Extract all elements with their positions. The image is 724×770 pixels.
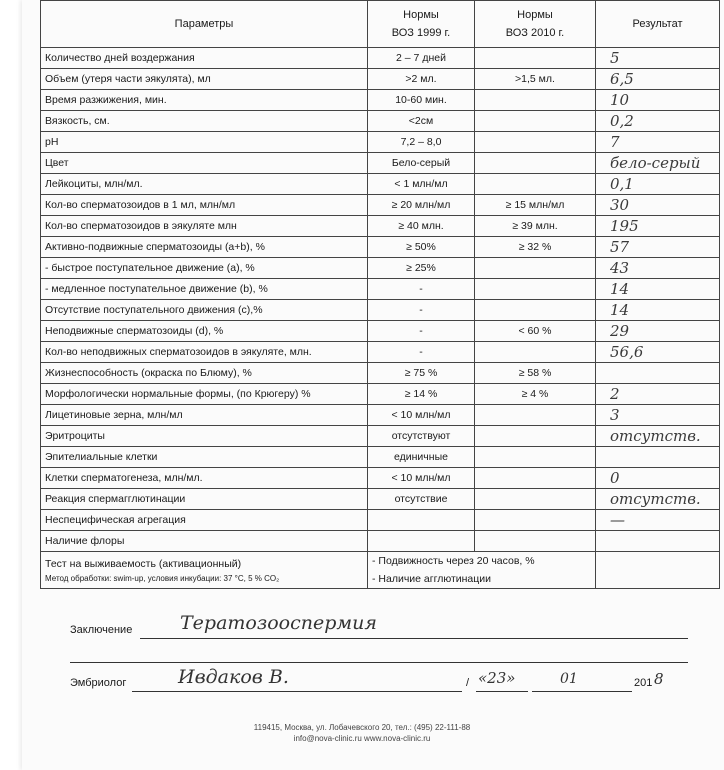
header-norms-2010-line1: Нормы [517, 9, 553, 21]
result-value: 3 [596, 405, 720, 426]
norm-2010 [475, 342, 596, 363]
result-value [596, 531, 720, 552]
param-name: Кол-во сперматозоидов в эякуляте млн [41, 216, 368, 237]
norm-2010 [475, 510, 596, 531]
norm-1999: Бело-серый [368, 153, 475, 174]
result-value: 0 [596, 468, 720, 489]
norm-1999: ≥ 75 % [368, 363, 475, 384]
result-value: отсутств. [596, 489, 720, 510]
date-slash: / [466, 677, 470, 689]
norm-2010: >1,5 мл. [475, 69, 596, 90]
table-row [41, 90, 720, 111]
norm-2010 [475, 258, 596, 279]
results-table-body [41, 1, 720, 589]
date-month-underline [532, 691, 632, 692]
table-row [41, 510, 720, 531]
table-row [41, 132, 720, 153]
table-row [41, 468, 720, 489]
norm-1999: отсутствуют [368, 426, 475, 447]
result-value: 14 [596, 279, 720, 300]
table-row [41, 300, 720, 321]
norm-1999: ≥ 25% [368, 258, 475, 279]
result-value: 57 [596, 237, 720, 258]
result-value: 195 [596, 216, 720, 237]
table-row [41, 153, 720, 174]
param-name: pH [41, 132, 368, 153]
header-norms-2010-line2: ВОЗ 2010 г. [505, 27, 565, 39]
norm-1999: - [368, 300, 475, 321]
table-row [41, 69, 720, 90]
table-row [41, 363, 720, 384]
table-row [41, 174, 720, 195]
table-row [41, 342, 720, 363]
clinic-address: 119415, Москва, ул. Лобачевского 20, тел.: (495) 22-111-88 [253, 723, 471, 732]
norm-2010 [475, 132, 596, 153]
table-row [41, 216, 720, 237]
norm-2010 [475, 300, 596, 321]
param-name: Количество дней воздержания [41, 48, 368, 69]
norm-1999: единичные [368, 447, 475, 468]
table-row [41, 321, 720, 342]
date-month: 01 [560, 671, 578, 687]
clinic-contacts: info@nova-clinic.ru www.nova-clinic.ru [293, 734, 431, 743]
table-row [41, 258, 720, 279]
table-row [41, 447, 720, 468]
table-row [41, 489, 720, 510]
survival-test-result [596, 552, 720, 589]
result-value: отсутств. [596, 426, 720, 447]
param-name: Жизнеспособность (окраска по Блюму), % [41, 363, 368, 384]
norm-1999: - [368, 321, 475, 342]
norm-2010 [475, 447, 596, 468]
norm-2010: ≥ 39 млн. [475, 216, 596, 237]
result-value: 5 [596, 48, 720, 69]
norm-2010 [475, 489, 596, 510]
norm-2010 [475, 468, 596, 489]
result-value: 43 [596, 258, 720, 279]
param-name: Неспецифическая агрегация [41, 510, 368, 531]
norm-1999: ≥ 40 млн. [368, 216, 475, 237]
table-row [41, 405, 720, 426]
norm-2010 [475, 279, 596, 300]
header-result: Результат [596, 1, 720, 48]
norm-2010 [475, 405, 596, 426]
param-name: Эритроциты [41, 426, 368, 447]
param-name: Вязкость, см. [41, 111, 368, 132]
result-value: бело-серый [596, 153, 720, 174]
norm-1999: 2 – 7 дней [368, 48, 475, 69]
survival-test-name-cell [41, 552, 368, 589]
param-name: Время разжижения, мин. [41, 90, 368, 111]
param-name: Реакция спермагглютинации [41, 489, 368, 510]
param-name: Клетки сперматогенеза, млн/мл. [41, 468, 368, 489]
norm-1999 [368, 531, 475, 552]
norm-2010 [475, 48, 596, 69]
param-name: Кол-во сперматозоидов в 1 мл, млн/мл [41, 195, 368, 216]
table-row [41, 111, 720, 132]
norm-2010 [475, 531, 596, 552]
embryologist-label: Эмбриолог [70, 677, 127, 689]
param-name: Неподвижные сперматозоиды (d), % [41, 321, 368, 342]
survival-test-name: Тест на выживаемость (активационный) [45, 558, 242, 570]
norm-1999: 10-60 мин. [368, 90, 475, 111]
result-value: 14 [596, 300, 720, 321]
embryologist-underline [132, 691, 462, 692]
survival-test-row [41, 552, 720, 589]
param-name: Лейкоциты, млн/мл. [41, 174, 368, 195]
norm-2010 [475, 153, 596, 174]
result-value: 2 [596, 384, 720, 405]
param-name: Наличие флоры [41, 531, 368, 552]
table-row [41, 384, 720, 405]
norm-2010 [475, 90, 596, 111]
table-row [41, 426, 720, 447]
table-header-row [41, 1, 720, 48]
header-norms-1999-line1: Нормы [403, 9, 439, 21]
result-value: 6,5 [596, 69, 720, 90]
param-name: Лицетиновые зерна, млн/мл [41, 405, 368, 426]
norm-2010: < 60 % [475, 321, 596, 342]
param-name: Отсутствие поступательного движения (с),% [41, 300, 368, 321]
survival-test-norms-cell [368, 552, 596, 589]
param-name: Кол-во неподвижных сперматозоидов в эякуляте, млн. [41, 342, 368, 363]
table-row [41, 48, 720, 69]
conclusion-value: Тератозооспермия [180, 612, 377, 634]
norm-2010: ≥ 58 % [475, 363, 596, 384]
norm-1999: ≥ 20 млн/мл [368, 195, 475, 216]
param-name: - быстрое поступательное движение (а), % [41, 258, 368, 279]
date-year-prefix: 201 [634, 677, 653, 689]
date-year-suffix: 8 [654, 670, 664, 688]
date-day: «23» [478, 669, 516, 687]
result-value [596, 447, 720, 468]
param-name: Цвет [41, 153, 368, 174]
norm-1999: < 1 млн/мл [368, 174, 475, 195]
param-name: Активно-подвижные сперматозоиды (a+b), % [41, 237, 368, 258]
result-value: 30 [596, 195, 720, 216]
embryologist-signature: Ивдаков В. [178, 666, 289, 688]
norm-1999: - [368, 279, 475, 300]
header-norms-1999-line2: ВОЗ 1999 г. [391, 27, 451, 39]
norm-2010 [475, 426, 596, 447]
survival-test-line1: - Подвижность через 20 часов, % [372, 555, 535, 567]
norm-1999: отсутствие [368, 489, 475, 510]
conclusion-underline [140, 638, 688, 639]
norm-2010: ≥ 4 % [475, 384, 596, 405]
norm-2010: ≥ 15 млн/мл [475, 195, 596, 216]
norm-1999: >2 мл. [368, 69, 475, 90]
norm-1999: 7,2 – 8,0 [368, 132, 475, 153]
param-name: Объем (утеря части эякулята), мл [41, 69, 368, 90]
result-value: — [596, 510, 720, 531]
param-name: Морфологически нормальные формы, (по Крюгеру) % [41, 384, 368, 405]
conclusion-underline-2 [70, 662, 688, 663]
table-row [41, 195, 720, 216]
norm-2010 [475, 111, 596, 132]
param-name: Эпителиальные клетки [41, 447, 368, 468]
norm-1999 [368, 510, 475, 531]
result-value: 10 [596, 90, 720, 111]
results-table [40, 0, 720, 589]
conclusion-label: Заключение [70, 624, 133, 636]
norm-1999: <2см [368, 111, 475, 132]
norm-1999: - [368, 342, 475, 363]
norm-1999: ≥ 50% [368, 237, 475, 258]
date-day-underline [476, 691, 528, 692]
param-name: - медленное поступательное движение (b), % [41, 279, 368, 300]
norm-1999: < 10 млн/мл [368, 468, 475, 489]
table-row [41, 531, 720, 552]
norm-1999: < 10 млн/мл [368, 405, 475, 426]
result-value: 0,1 [596, 174, 720, 195]
result-value: 56,6 [596, 342, 720, 363]
header-params: Параметры [41, 1, 368, 48]
norm-1999: ≥ 14 % [368, 384, 475, 405]
result-value [596, 363, 720, 384]
result-value: 7 [596, 132, 720, 153]
header-norms-2010 [475, 1, 596, 48]
survival-test-method: Метод обработки: swim-up, условия инкубации: 37 °C, 5 % CO₂ [45, 574, 280, 583]
result-value: 29 [596, 321, 720, 342]
norm-2010: ≥ 32 % [475, 237, 596, 258]
survival-test-line2: - Наличие агглютинации [372, 573, 492, 585]
table-row [41, 237, 720, 258]
result-value: 0,2 [596, 111, 720, 132]
header-norms-1999 [368, 1, 475, 48]
table-row [41, 279, 720, 300]
norm-2010 [475, 174, 596, 195]
